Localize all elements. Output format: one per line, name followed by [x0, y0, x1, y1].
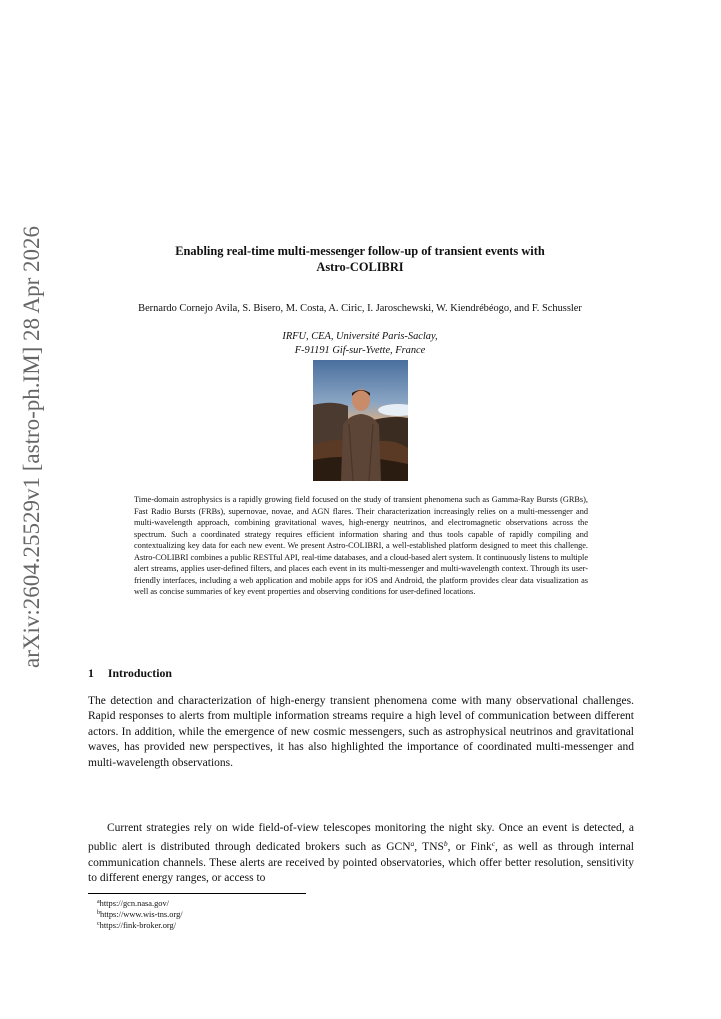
broker-fink: Fink — [470, 841, 492, 854]
paragraph-text: , as well as through internal communication channels. These alerts are received by pointed observatories, which offer better resolution, sensitivity to different energy ranges, or access to — [88, 841, 635, 885]
footnote-c — [97, 919, 176, 931]
separator: , or — [447, 841, 471, 854]
arxiv-identifier: arXiv:2604.25529v1 [astro-ph.IM] 28 Apr 2026 — [19, 225, 44, 668]
title-line-1: Enabling real-time multi-messenger follow-up of transient events with — [175, 244, 545, 258]
section-heading — [88, 666, 172, 681]
footnote-mark-a[interactable]: a — [410, 839, 415, 849]
footnote-link[interactable]: https://gcn.nasa.gov/ — [99, 899, 169, 908]
affiliation-line-2: F-91191 Gif-sur-Yvette, France — [294, 345, 426, 356]
footnote-link[interactable]: https://fink-broker.org/ — [99, 921, 177, 930]
affiliation-line-1: IRFU, CEA, Université Paris-Saclay, — [282, 331, 438, 342]
broker-tns: TNS — [422, 841, 444, 854]
footnote-rule — [88, 893, 306, 894]
footnote-marker: a — [97, 899, 100, 905]
footnote-mark-c[interactable]: c — [491, 839, 496, 849]
broker-gcn: GCN — [386, 841, 411, 854]
author-list: Bernardo Cornejo Avila, S. Bisero, M. Costa, A. Ciric, I. Jaroschewski, W. Kiendrébéogo, and F. Schussler — [138, 303, 582, 314]
affiliation — [160, 330, 560, 358]
title-line-2: Astro-COLIBRI — [316, 260, 404, 274]
paragraph-text: Current strategies rely on wide field-of-view telescopes monitoring the night sky. Once an event is detected, a public alert is distributed through dedicated brokers such as — [88, 822, 634, 854]
separator: , — [414, 841, 423, 854]
footnote-link[interactable]: https://www.wis-tns.org/ — [100, 910, 183, 919]
intro-paragraph-1: The detection and characterization of high-energy transient phenomena come with many observational challenges. Rapid responses to alerts from multiple information streams require a high level of communication between different actors. In addition, while the emergence of new cosmic messengers, such as astrophysical neutrinos and gravitational waves, has provided new perspectives, it has also highlighted the importance of coordinated multi-messenger and multi-wavelength observations. — [88, 695, 634, 769]
paper-title — [100, 243, 620, 275]
footnote-marker: c — [97, 921, 100, 927]
footnote-marker: b — [97, 910, 100, 916]
section-number: 1 — [88, 666, 94, 680]
footnote-mark-b[interactable]: b — [443, 839, 448, 849]
abstract: Time-domain astrophysics is a rapidly growing field focused on the study of transient phenomena such as Gamma-Ray Bursts (GRBs), Fast Radio Bursts (FRBs), supernovae, novae, and AGN flares. Their characterization increasingly relies on a multi-messenger and multi-wavelength approach, combining gravitational waves, high-energy neutrinos, and electromagnetic observations across the spectrum. Such a coordinated strategy requires efficient information sharing and thus tools capable of rapidly compiling and contextualizing key data for each new event. We present Astro-COLIBRI, a well-established platform designed to meet this challenge. Astro-COLIBRI combines a public RESTful API, real-time databases, and a cloud-based alert system. It continuously listens to multiple alert streams, applies user-defined filters, and places each event in its multi-messenger and multi-wavelength context. Through its user-friendly interfaces, including a web application and mobile apps for iOS and Android, the platform provides clear data visualization as well as concise summaries of key event properties and observing conditions for user-defined locations. — [134, 495, 588, 596]
author-photo — [313, 360, 408, 481]
intro-paragraph-2 — [88, 821, 634, 887]
section-title: Introduction — [107, 666, 172, 680]
